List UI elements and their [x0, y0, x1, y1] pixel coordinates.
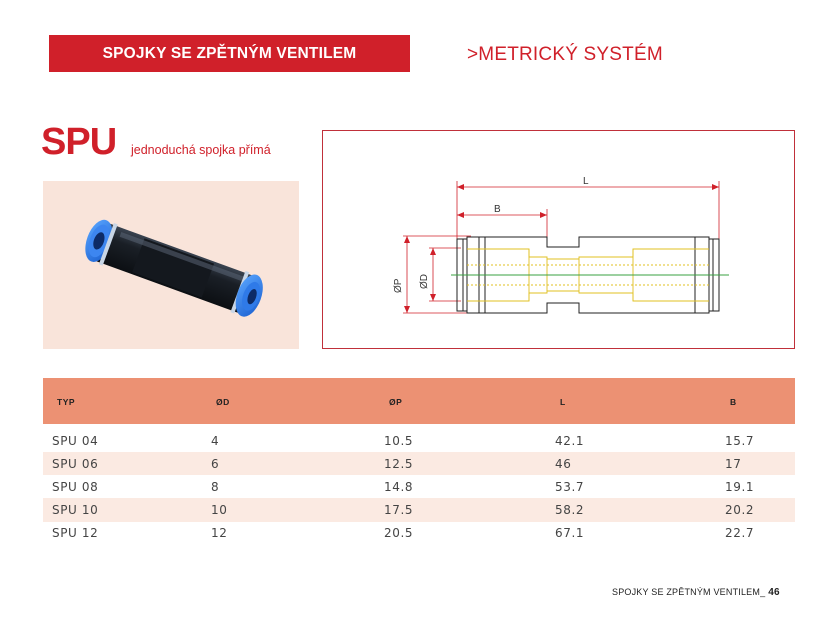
- technical-drawing: [322, 130, 795, 349]
- cell-b: 19.1: [725, 479, 755, 494]
- cell-p: 10.5: [384, 434, 414, 448]
- col-header-l: L: [560, 397, 566, 407]
- cell-l: 42.1: [555, 434, 585, 448]
- dimension-drawing: [323, 131, 796, 350]
- section-title: SPOJKY SE ZPĚTNÝM VENTILEM: [102, 44, 357, 62]
- cell-l: 53.7: [555, 479, 585, 494]
- cell-l: 46: [555, 456, 572, 471]
- label-b: B: [494, 204, 501, 215]
- cell-p: 14.8: [384, 479, 414, 494]
- cell-l: 58.2: [555, 502, 585, 517]
- cell-typ: SPU 10: [52, 502, 99, 517]
- product-photo: [43, 181, 299, 349]
- page-number: 46: [768, 587, 780, 598]
- page-footer: [612, 587, 780, 598]
- table-row: [43, 475, 795, 498]
- cell-b: 17: [725, 456, 742, 471]
- cell-d: 8: [211, 479, 220, 494]
- table-row: [43, 452, 795, 475]
- spec-table: [43, 378, 795, 545]
- cell-d: 12: [211, 526, 228, 541]
- table-row: [43, 424, 795, 452]
- table-row: [43, 522, 795, 545]
- cell-p: 20.5: [384, 526, 414, 541]
- label-l: L: [583, 176, 589, 187]
- label-d: ØD: [419, 274, 430, 289]
- cell-typ: SPU 06: [52, 456, 99, 471]
- label-p: ØP: [393, 278, 404, 293]
- footer-text: SPOJKY SE ZPĚTNÝM VENTILEM_: [612, 587, 766, 597]
- product-description: jednoduchá spojka přímá: [131, 143, 271, 157]
- cell-b: 20.2: [725, 502, 755, 517]
- product-code: SPU: [41, 121, 117, 163]
- col-header-typ: TYP: [57, 397, 76, 407]
- cell-p: 17.5: [384, 502, 414, 517]
- cell-b: 22.7: [725, 526, 755, 541]
- cell-l: 67.1: [555, 526, 585, 541]
- table-header-row: [43, 378, 795, 424]
- section-title-banner: [49, 35, 410, 72]
- cell-typ: SPU 08: [52, 479, 99, 494]
- connector-illustration: [43, 181, 299, 349]
- cell-typ: SPU 12: [52, 526, 99, 541]
- col-header-d: ØD: [216, 397, 230, 407]
- cell-d: 10: [211, 502, 228, 517]
- col-header-b: B: [730, 397, 737, 407]
- cell-typ: SPU 04: [52, 434, 99, 448]
- cell-d: 4: [211, 434, 220, 448]
- cell-p: 12.5: [384, 456, 414, 471]
- section-subtitle: >METRICKÝ SYSTÉM: [467, 44, 663, 65]
- cell-b: 15.7: [725, 434, 755, 448]
- cell-d: 6: [211, 456, 220, 471]
- table-row: [43, 498, 795, 521]
- col-header-p: ØP: [389, 397, 403, 407]
